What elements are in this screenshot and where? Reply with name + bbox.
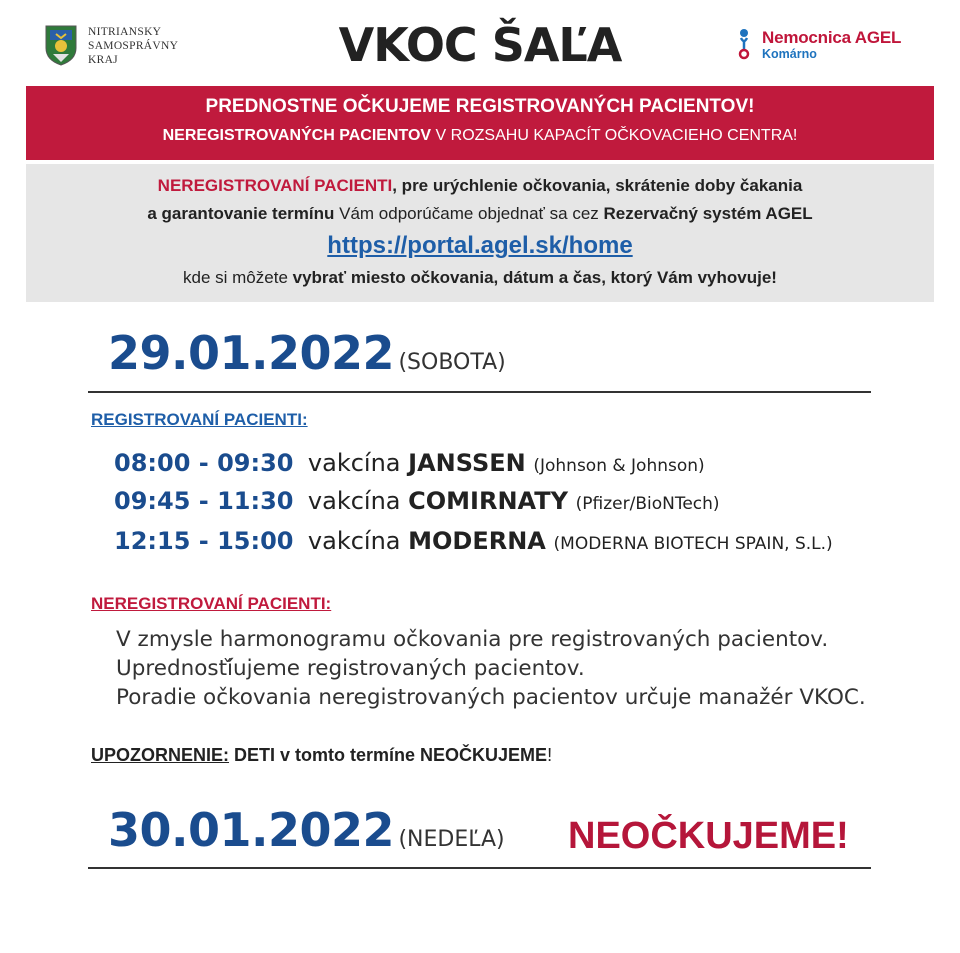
reservation-info-box bbox=[26, 164, 934, 302]
unregistered-text bbox=[116, 625, 866, 712]
vaccine-maker: (Johnson & Johnson) bbox=[533, 456, 705, 476]
vaccine-name: MODERNA bbox=[408, 527, 546, 555]
info-reservation-system: Rezervačný systém AGEL bbox=[603, 204, 813, 223]
banner-subline-bold: NEREGISTROVANÝCH PACIENTOV bbox=[162, 127, 432, 144]
hospital-name: Nemocnica AGEL bbox=[762, 28, 902, 47]
unregistered-line-2: Upredností̌ujeme registrovaných pacientov. bbox=[116, 656, 585, 681]
info-line-1 bbox=[26, 176, 934, 196]
day1-weekday: (SOBOTA) bbox=[398, 350, 506, 375]
info-line-2 bbox=[26, 204, 934, 224]
day1-divider bbox=[88, 391, 871, 393]
schedule-time: 12:15 - 15:00 bbox=[114, 527, 294, 555]
page-title: VKOC ŠAĽA bbox=[338, 18, 622, 72]
banner-subline-rest: V ROZSAHU KAPACÍT OČKOVACIEHO CENTRA! bbox=[431, 127, 798, 144]
unregistered-line-3: Poradie očkovania neregistrovaných pacientov určuje manažér VKOC. bbox=[116, 685, 866, 710]
info-line-4 bbox=[26, 268, 934, 288]
schedule-vaccine bbox=[308, 487, 720, 515]
unregistered-heading: NEREGISTROVANÍ PACIENTI: bbox=[91, 594, 332, 613]
info-line-4-pre: kde si môžete bbox=[183, 268, 293, 287]
banner-headline: PREDNOSTNE OČKUJEME REGISTROVANÝCH PACIENTOV! bbox=[205, 96, 755, 117]
info-line-2-mid: Vám odporúčame objednať sa cez bbox=[334, 204, 604, 223]
agel-logo-icon bbox=[736, 26, 760, 62]
day1-date: 29.01.2022 bbox=[108, 326, 395, 380]
schedule-time: 08:00 - 09:30 bbox=[114, 449, 294, 477]
day2-heading bbox=[108, 803, 505, 857]
schedule-vaccine bbox=[308, 449, 705, 477]
unregistered-line-1: V zmysle harmonogramu očkovania pre registrovaných pacientov. bbox=[116, 627, 829, 652]
vaccine-maker: (MODERNA BIOTECH SPAIN, S.L.) bbox=[553, 534, 833, 554]
banner-subline bbox=[26, 127, 934, 145]
day2-date: 30.01.2022 bbox=[108, 803, 395, 857]
info-link-line bbox=[26, 232, 934, 260]
day2-weekday: (NEDEĽA) bbox=[398, 827, 505, 852]
warning-end: ! bbox=[547, 745, 553, 765]
vaccine-name: JANSSEN bbox=[408, 449, 526, 477]
schedule-row bbox=[114, 527, 833, 555]
portal-link[interactable]: https://portal.agel.sk/home bbox=[327, 232, 633, 259]
info-line-4-bold: vybrať miesto očkovania, dátum a čas, ktorý Vám vyhovuje! bbox=[292, 268, 777, 287]
region-line-3: KRAJ bbox=[88, 54, 118, 66]
info-line-2-bold: a garantovanie termínu bbox=[147, 204, 335, 223]
vaccine-prefix: vakcína bbox=[307, 527, 409, 555]
hospital-location: Komárno bbox=[762, 47, 817, 61]
vaccine-name: COMIRNATY bbox=[408, 487, 568, 515]
warning-line bbox=[91, 745, 552, 766]
day2-status: NEOČKUJEME! bbox=[568, 815, 849, 857]
vaccine-maker: (Pfizer/BioNTech) bbox=[575, 494, 720, 514]
region-line-1: NITRIANSKY bbox=[88, 26, 162, 38]
warning-label: UPOZORNENIE: bbox=[91, 745, 230, 765]
info-unregistered-label: NEREGISTROVANÍ PACIENTI bbox=[157, 176, 393, 195]
schedule-time: 09:45 - 11:30 bbox=[114, 487, 294, 515]
region-line-2: SAMOSPRÁVNY bbox=[88, 40, 179, 52]
priority-banner bbox=[26, 86, 934, 160]
info-line-1-rest: , pre urýchlenie očkovania, skrátenie doby čakania bbox=[392, 176, 803, 195]
day2-divider bbox=[88, 867, 871, 869]
day1-heading bbox=[108, 326, 506, 380]
schedule-row bbox=[114, 487, 720, 515]
warning-text: DETI v tomto termíne NEOČKUJEME bbox=[229, 745, 548, 765]
vaccine-prefix: vakcína bbox=[307, 449, 409, 477]
registered-heading: REGISTROVANÍ PACIENTI: bbox=[91, 410, 308, 429]
schedule-row bbox=[114, 449, 705, 477]
schedule-vaccine bbox=[308, 527, 833, 555]
vaccine-prefix: vakcína bbox=[307, 487, 409, 515]
